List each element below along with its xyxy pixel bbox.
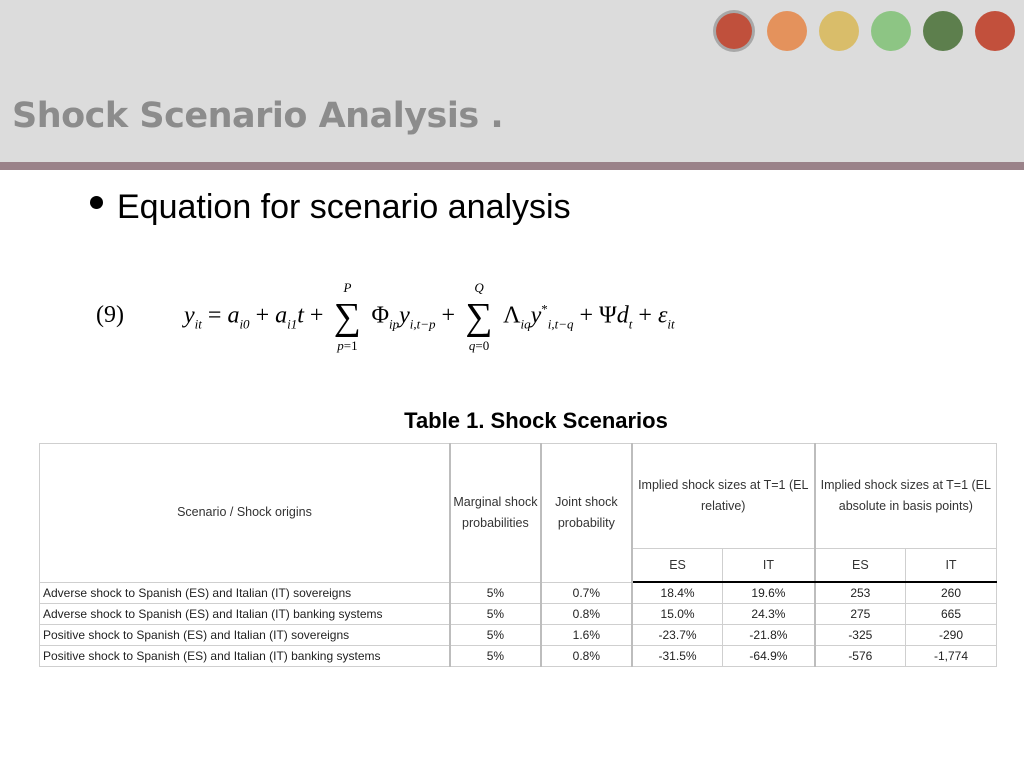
bullet-item (90, 190, 571, 224)
cell-rel-it: -21.8% (723, 625, 815, 646)
cell-abs-it: -290 (906, 625, 997, 646)
table-row (40, 604, 997, 625)
header-marginal-probability: Marginal shock probabilities (450, 444, 541, 583)
bullet-dot-icon (90, 196, 103, 209)
cell-scenario: Adverse shock to Spanish (ES) and Italian (IT) sovereigns (40, 582, 450, 604)
cell-abs-es: -325 (815, 625, 906, 646)
cell-rel-it: -64.9% (723, 646, 815, 667)
cell-marginal: 5% (450, 604, 541, 625)
accent-dot-2 (767, 11, 807, 51)
cell-joint: 1.6% (541, 625, 632, 646)
header-scenario: Scenario / Shock origins (40, 444, 450, 583)
cell-marginal: 5% (450, 625, 541, 646)
header-divider (0, 162, 1024, 170)
accent-dot-4 (871, 11, 911, 51)
cell-joint: 0.8% (541, 604, 632, 625)
cell-rel-it: 19.6% (723, 582, 815, 604)
cell-scenario: Adverse shock to Spanish (ES) and Italian (IT) banking systems (40, 604, 450, 625)
cell-marginal: 5% (450, 582, 541, 604)
cell-rel-it: 24.3% (723, 604, 815, 625)
slide-title: Shock Scenario Analysis . (12, 96, 504, 136)
table-row (40, 582, 997, 604)
equation-number: (9) (96, 302, 124, 328)
slide-header (0, 0, 1024, 163)
cell-abs-es: 253 (815, 582, 906, 604)
cell-abs-it: 665 (906, 604, 997, 625)
table-row (40, 625, 997, 646)
bullet-text: Equation for scenario analysis (117, 188, 571, 226)
equation-formula: $y_{it} = a_{i0} + a_{i1}t$ + P ∑ p=1 $\Phi_{ip}y_{i,t-p}$ + Q ∑ q=0 $\Lambda_{iq}y^*_{i,t-q} + \Psi d_t + \varepsilon_{it}$ (184, 280, 675, 353)
cell-marginal: 5% (450, 646, 541, 667)
cell-abs-es: 275 (815, 604, 906, 625)
cell-rel-es: -23.7% (632, 625, 723, 646)
accent-dot-3 (819, 11, 859, 51)
accent-dot-1 (716, 13, 752, 49)
cell-rel-es: 15.0% (632, 604, 723, 625)
cell-scenario: Positive shock to Spanish (ES) and Italian (IT) banking systems (40, 646, 450, 667)
cell-rel-es: 18.4% (632, 582, 723, 604)
cell-scenario: Positive shock to Spanish (ES) and Italian (IT) sovereigns (40, 625, 450, 646)
header-joint-probability: Joint shock probability (541, 444, 632, 583)
table-row (40, 646, 997, 667)
cell-rel-es: -31.5% (632, 646, 723, 667)
equation (96, 278, 756, 358)
cell-joint: 0.7% (541, 582, 632, 604)
cell-abs-es: -576 (815, 646, 906, 667)
accent-dot-6 (975, 11, 1015, 51)
header-absolute-group: Implied shock sizes at T=1 (EL absolute in basis points) (815, 444, 997, 549)
accent-dot-5 (923, 11, 963, 51)
header-rel-es: ES (632, 549, 723, 583)
header-abs-it: IT (906, 549, 997, 583)
cell-joint: 0.8% (541, 646, 632, 667)
table-title: Table 1. Shock Scenarios (404, 408, 668, 433)
header-relative-group: Implied shock sizes at T=1 (EL relative) (632, 444, 815, 549)
cell-abs-it: -1,774 (906, 646, 997, 667)
shock-scenarios-table (39, 443, 997, 667)
header-rel-it: IT (723, 549, 815, 583)
cell-abs-it: 260 (906, 582, 997, 604)
header-abs-es: ES (815, 549, 906, 583)
